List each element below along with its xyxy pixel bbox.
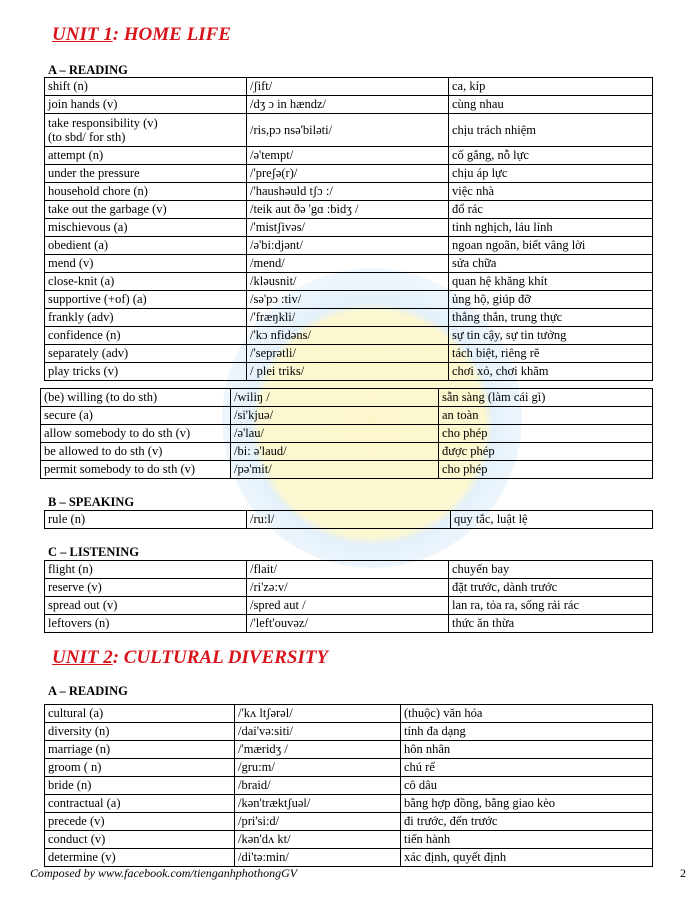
vocab-word: marriage (n) bbox=[45, 741, 235, 759]
vocab-row bbox=[45, 813, 653, 831]
vocab-pronunciation: /'haushəuld tʃɔ :/ bbox=[247, 183, 449, 201]
vocab-word: leftovers (n) bbox=[45, 615, 247, 633]
vocab-meaning: chuyến bay bbox=[449, 561, 653, 579]
vocab-row bbox=[45, 741, 653, 759]
vocab-meaning: ngoan ngoãn, biết vâng lời bbox=[449, 237, 653, 255]
vocab-row bbox=[41, 425, 653, 443]
vocab-row bbox=[41, 461, 653, 479]
vocab-pronunciation: /kən'træktʃuəl/ bbox=[235, 795, 401, 813]
unit-2-reading-heading: A – READING bbox=[48, 684, 128, 698]
vocab-word: frankly (adv) bbox=[45, 309, 247, 327]
unit-1-reading-heading: A – READING bbox=[48, 63, 128, 77]
unit-2-title bbox=[52, 647, 328, 669]
vocab-word: (be) willing (to do sth) bbox=[41, 389, 231, 407]
vocab-meaning: tách biệt, riêng rẽ bbox=[449, 345, 653, 363]
unit-1-title bbox=[52, 24, 231, 46]
vocab-pronunciation: /pri'si:d/ bbox=[235, 813, 401, 831]
vocab-word: allow somebody to do sth (v) bbox=[41, 425, 231, 443]
vocab-row bbox=[45, 579, 653, 597]
vocab-row bbox=[45, 273, 653, 291]
vocab-word: mend (v) bbox=[45, 255, 247, 273]
vocab-word: flight (n) bbox=[45, 561, 247, 579]
vocab-word: secure (a) bbox=[41, 407, 231, 425]
vocab-pronunciation: /ə'lau/ bbox=[231, 425, 439, 443]
vocab-row bbox=[45, 147, 653, 165]
vocab-pronunciation: /di'tə:min/ bbox=[235, 849, 401, 867]
unit-2-reading-table bbox=[44, 704, 653, 867]
vocab-meaning: đặt trước, dành trước bbox=[449, 579, 653, 597]
vocab-row bbox=[45, 615, 653, 633]
vocab-row bbox=[41, 407, 653, 425]
vocab-word: attempt (n) bbox=[45, 147, 247, 165]
vocab-row bbox=[45, 165, 653, 183]
unit-1-listening-table bbox=[44, 560, 653, 633]
vocab-row bbox=[41, 443, 653, 461]
unit-1-reading-table-2 bbox=[40, 388, 653, 479]
vocab-meaning: hôn nhân bbox=[401, 741, 653, 759]
vocab-row bbox=[45, 363, 653, 381]
vocab-meaning: chịu áp lực bbox=[449, 165, 653, 183]
vocab-row bbox=[45, 795, 653, 813]
vocab-word: take out the garbage (v) bbox=[45, 201, 247, 219]
unit-1-listening-heading: C – LISTENING bbox=[48, 545, 139, 559]
vocab-meaning: đổ rác bbox=[449, 201, 653, 219]
vocab-row bbox=[45, 96, 653, 114]
vocab-meaning: quan hệ khăng khít bbox=[449, 273, 653, 291]
vocab-pronunciation: /'kʌ ltʃərəl/ bbox=[235, 705, 401, 723]
vocab-meaning: cố gắng, nỗ lực bbox=[449, 147, 653, 165]
vocab-word: join hands (v) bbox=[45, 96, 247, 114]
vocab-row bbox=[45, 705, 653, 723]
vocab-pronunciation: /spred aut / bbox=[247, 597, 449, 615]
vocab-meaning: cô dâu bbox=[401, 777, 653, 795]
vocab-pronunciation: /wiliŋ / bbox=[231, 389, 439, 407]
vocab-word: close-knit (a) bbox=[45, 273, 247, 291]
vocab-meaning: đi trước, đến trước bbox=[401, 813, 653, 831]
vocab-row bbox=[45, 237, 653, 255]
vocab-row bbox=[45, 511, 653, 529]
unit-2-label: UNIT 2 bbox=[52, 647, 113, 668]
vocab-row bbox=[45, 831, 653, 849]
vocab-meaning: chịu trách nhiệm bbox=[449, 114, 653, 147]
vocab-pronunciation: /ə'tempt/ bbox=[247, 147, 449, 165]
vocab-row bbox=[45, 219, 653, 237]
vocab-pronunciation: /'seprətli/ bbox=[247, 345, 449, 363]
unit-1-reading-table bbox=[44, 77, 653, 381]
vocab-word: confidence (n) bbox=[45, 327, 247, 345]
vocab-pronunciation: /'preʃə(r)/ bbox=[247, 165, 449, 183]
vocab-pronunciation: /pə'mit/ bbox=[231, 461, 439, 479]
vocab-word: contractual (a) bbox=[45, 795, 235, 813]
vocab-word: separately (adv) bbox=[45, 345, 247, 363]
vocab-word: mischievous (a) bbox=[45, 219, 247, 237]
vocab-pronunciation: /'mistʃivəs/ bbox=[247, 219, 449, 237]
vocab-row bbox=[45, 201, 653, 219]
unit-1-speaking-table bbox=[44, 510, 653, 529]
vocab-meaning: an toàn bbox=[439, 407, 653, 425]
vocab-pronunciation: /ris,pɔ nsə'biləti/ bbox=[247, 114, 449, 147]
vocab-pronunciation: /mend/ bbox=[247, 255, 449, 273]
vocab-word: obedient (a) bbox=[45, 237, 247, 255]
vocab-pronunciation: /dai'və:siti/ bbox=[235, 723, 401, 741]
vocab-pronunciation: /ri'zə:v/ bbox=[247, 579, 449, 597]
vocab-meaning: ủng hộ, giúp đỡ bbox=[449, 291, 653, 309]
vocab-row bbox=[45, 723, 653, 741]
vocab-meaning: bằng hợp đồng, bằng giao kèo bbox=[401, 795, 653, 813]
vocab-word: rule (n) bbox=[45, 511, 247, 529]
vocab-word: groom ( n) bbox=[45, 759, 235, 777]
vocab-meaning: thức ăn thừa bbox=[449, 615, 653, 633]
vocab-meaning: (thuộc) văn hóa bbox=[401, 705, 653, 723]
vocab-pronunciation: /kləusnit/ bbox=[247, 273, 449, 291]
vocab-word: under the pressure bbox=[45, 165, 247, 183]
vocab-pronunciation: /ru:l/ bbox=[247, 511, 451, 529]
vocab-row bbox=[45, 759, 653, 777]
unit-1-label: UNIT 1 bbox=[52, 24, 113, 45]
unit-2-name: : CULTURAL DIVERSITY bbox=[112, 647, 329, 668]
vocab-row bbox=[45, 561, 653, 579]
vocab-pronunciation: /'mæridʒ / bbox=[235, 741, 401, 759]
vocab-word: be allowed to do sth (v) bbox=[41, 443, 231, 461]
vocab-row bbox=[45, 78, 653, 96]
vocab-word: spread out (v) bbox=[45, 597, 247, 615]
vocab-word: determine (v) bbox=[45, 849, 235, 867]
vocab-meaning: lan ra, tỏa ra, sống rải rác bbox=[449, 597, 653, 615]
vocab-word: supportive (+of) (a) bbox=[45, 291, 247, 309]
vocab-row bbox=[45, 114, 653, 147]
vocab-meaning: sửa chữa bbox=[449, 255, 653, 273]
vocab-row bbox=[45, 327, 653, 345]
vocab-pronunciation: /'left'ouvəz/ bbox=[247, 615, 449, 633]
vocab-row bbox=[45, 291, 653, 309]
vocab-meaning: cho phép bbox=[439, 425, 653, 443]
vocab-meaning: cho phép bbox=[439, 461, 653, 479]
vocab-pronunciation: /teik aut ðə 'gɑ :bidʒ / bbox=[247, 201, 449, 219]
vocab-row bbox=[45, 777, 653, 795]
vocab-word: take responsibility (v) (to sbd/ for sth) bbox=[45, 114, 247, 147]
vocab-pronunciation: /ə'bi:djənt/ bbox=[247, 237, 449, 255]
vocab-pronunciation: /braid/ bbox=[235, 777, 401, 795]
vocab-meaning: xác định, quyết định bbox=[401, 849, 653, 867]
vocab-word: household chore (n) bbox=[45, 183, 247, 201]
vocab-pronunciation: /sə'pɔ :tiv/ bbox=[247, 291, 449, 309]
vocab-pronunciation: /dʒ ɔ in hændz/ bbox=[247, 96, 449, 114]
footer-credit: Composed by www.facebook.com/tienganhphothongGV bbox=[30, 866, 298, 880]
vocab-pronunciation: /si'kjuə/ bbox=[231, 407, 439, 425]
vocab-word: conduct (v) bbox=[45, 831, 235, 849]
vocab-meaning: việc nhà bbox=[449, 183, 653, 201]
vocab-meaning: ca, kíp bbox=[449, 78, 653, 96]
vocab-pronunciation: /'kɔ nfidəns/ bbox=[247, 327, 449, 345]
vocab-word: precede (v) bbox=[45, 813, 235, 831]
vocab-meaning: tiến hành bbox=[401, 831, 653, 849]
vocab-row bbox=[45, 849, 653, 867]
vocab-pronunciation: /gru:m/ bbox=[235, 759, 401, 777]
vocab-meaning: được phép bbox=[439, 443, 653, 461]
vocab-row bbox=[45, 255, 653, 273]
vocab-meaning: thẳng thắn, trung thực bbox=[449, 309, 653, 327]
vocab-pronunciation: / plei triks/ bbox=[247, 363, 449, 381]
unit-1-speaking-heading: B – SPEAKING bbox=[48, 495, 135, 509]
vocab-word: play tricks (v) bbox=[45, 363, 247, 381]
vocab-row bbox=[45, 597, 653, 615]
vocab-word: cultural (a) bbox=[45, 705, 235, 723]
page-number: 2 bbox=[680, 866, 686, 880]
vocab-pronunciation: /ʃift/ bbox=[247, 78, 449, 96]
vocab-pronunciation: /flait/ bbox=[247, 561, 449, 579]
vocab-row bbox=[45, 309, 653, 327]
vocab-word: shift (n) bbox=[45, 78, 247, 96]
vocab-row bbox=[45, 345, 653, 363]
vocab-word: diversity (n) bbox=[45, 723, 235, 741]
vocab-word: permit somebody to do sth (v) bbox=[41, 461, 231, 479]
vocab-word: bride (n) bbox=[45, 777, 235, 795]
unit-1-name: : HOME LIFE bbox=[112, 24, 231, 45]
vocab-meaning: sẵn sàng (làm cái gì) bbox=[439, 389, 653, 407]
vocab-meaning: sự tin cậy, sự tin tưởng bbox=[449, 327, 653, 345]
vocab-meaning: tính đa dạng bbox=[401, 723, 653, 741]
vocab-meaning: chơi xỏ, chơi khăm bbox=[449, 363, 653, 381]
vocab-pronunciation: /kən'dʌ kt/ bbox=[235, 831, 401, 849]
vocab-pronunciation: /bi: ə'laud/ bbox=[231, 443, 439, 461]
vocab-meaning: tinh nghịch, láu lỉnh bbox=[449, 219, 653, 237]
vocab-meaning: cùng nhau bbox=[449, 96, 653, 114]
vocab-word: reserve (v) bbox=[45, 579, 247, 597]
vocab-meaning: quy tắc, luật lệ bbox=[451, 511, 653, 529]
vocab-row bbox=[45, 183, 653, 201]
vocab-row bbox=[41, 389, 653, 407]
vocab-meaning: chú rể bbox=[401, 759, 653, 777]
vocab-pronunciation: /'fræŋkli/ bbox=[247, 309, 449, 327]
